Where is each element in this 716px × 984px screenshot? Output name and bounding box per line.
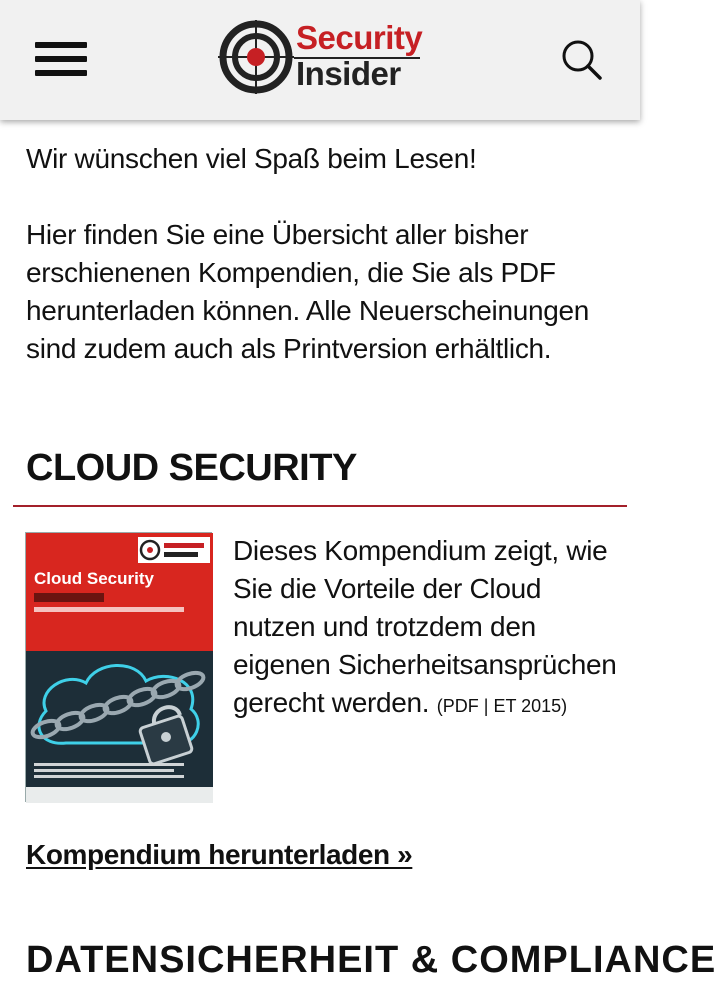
cover-subtitle-lines (34, 605, 204, 615)
download-kompendium-link[interactable]: Kompendium herunterladen » (26, 839, 413, 870)
menu-bar-bottom (35, 70, 87, 76)
search-icon[interactable] (560, 38, 604, 82)
site-header (0, 0, 640, 120)
section-title-cloud-security: CLOUD SECURITY (26, 447, 357, 489)
teaser-text: Dieses Kompendium zeigt, wie Sie die Vorteile der Cloud nutzen und trotzdem den eigenen Sicherheitsansprüchen gerecht werden. (233, 535, 617, 718)
logo-text-insider: Insider (296, 55, 401, 92)
logo-text-security: Security (296, 19, 423, 56)
chain-illustration (26, 651, 213, 787)
target-icon (218, 18, 294, 96)
intro-greeting: Wir wünschen viel Spaß beim Lesen! (26, 143, 477, 174)
search-icon-graphic (560, 38, 604, 82)
section-title-datensicherheit: DATENSICHERHEIT & COMPLIANCE (26, 939, 716, 981)
intro-description: Hier finden Sie eine Übersicht aller bisher erschienenen Kompendien, die Sie als PDF herunterladen können. Alle Neuerscheinungen sind zudem auch als Printversion erhältlich. (26, 219, 590, 364)
teaser-meta: (PDF | ET 2015) (436, 696, 568, 716)
kompendium-teaser (233, 532, 623, 725)
menu-bar-top (35, 42, 87, 48)
menu-bar-middle (35, 56, 87, 62)
site-logo[interactable] (218, 18, 424, 96)
cover-footer (26, 787, 213, 803)
hamburger-menu-icon[interactable] (35, 42, 87, 76)
section-divider (13, 505, 627, 507)
cover-logo (138, 537, 210, 563)
kompendium-cover-image[interactable] (25, 532, 212, 802)
cover-tag (34, 593, 104, 602)
cover-title: Cloud Security (34, 569, 154, 588)
